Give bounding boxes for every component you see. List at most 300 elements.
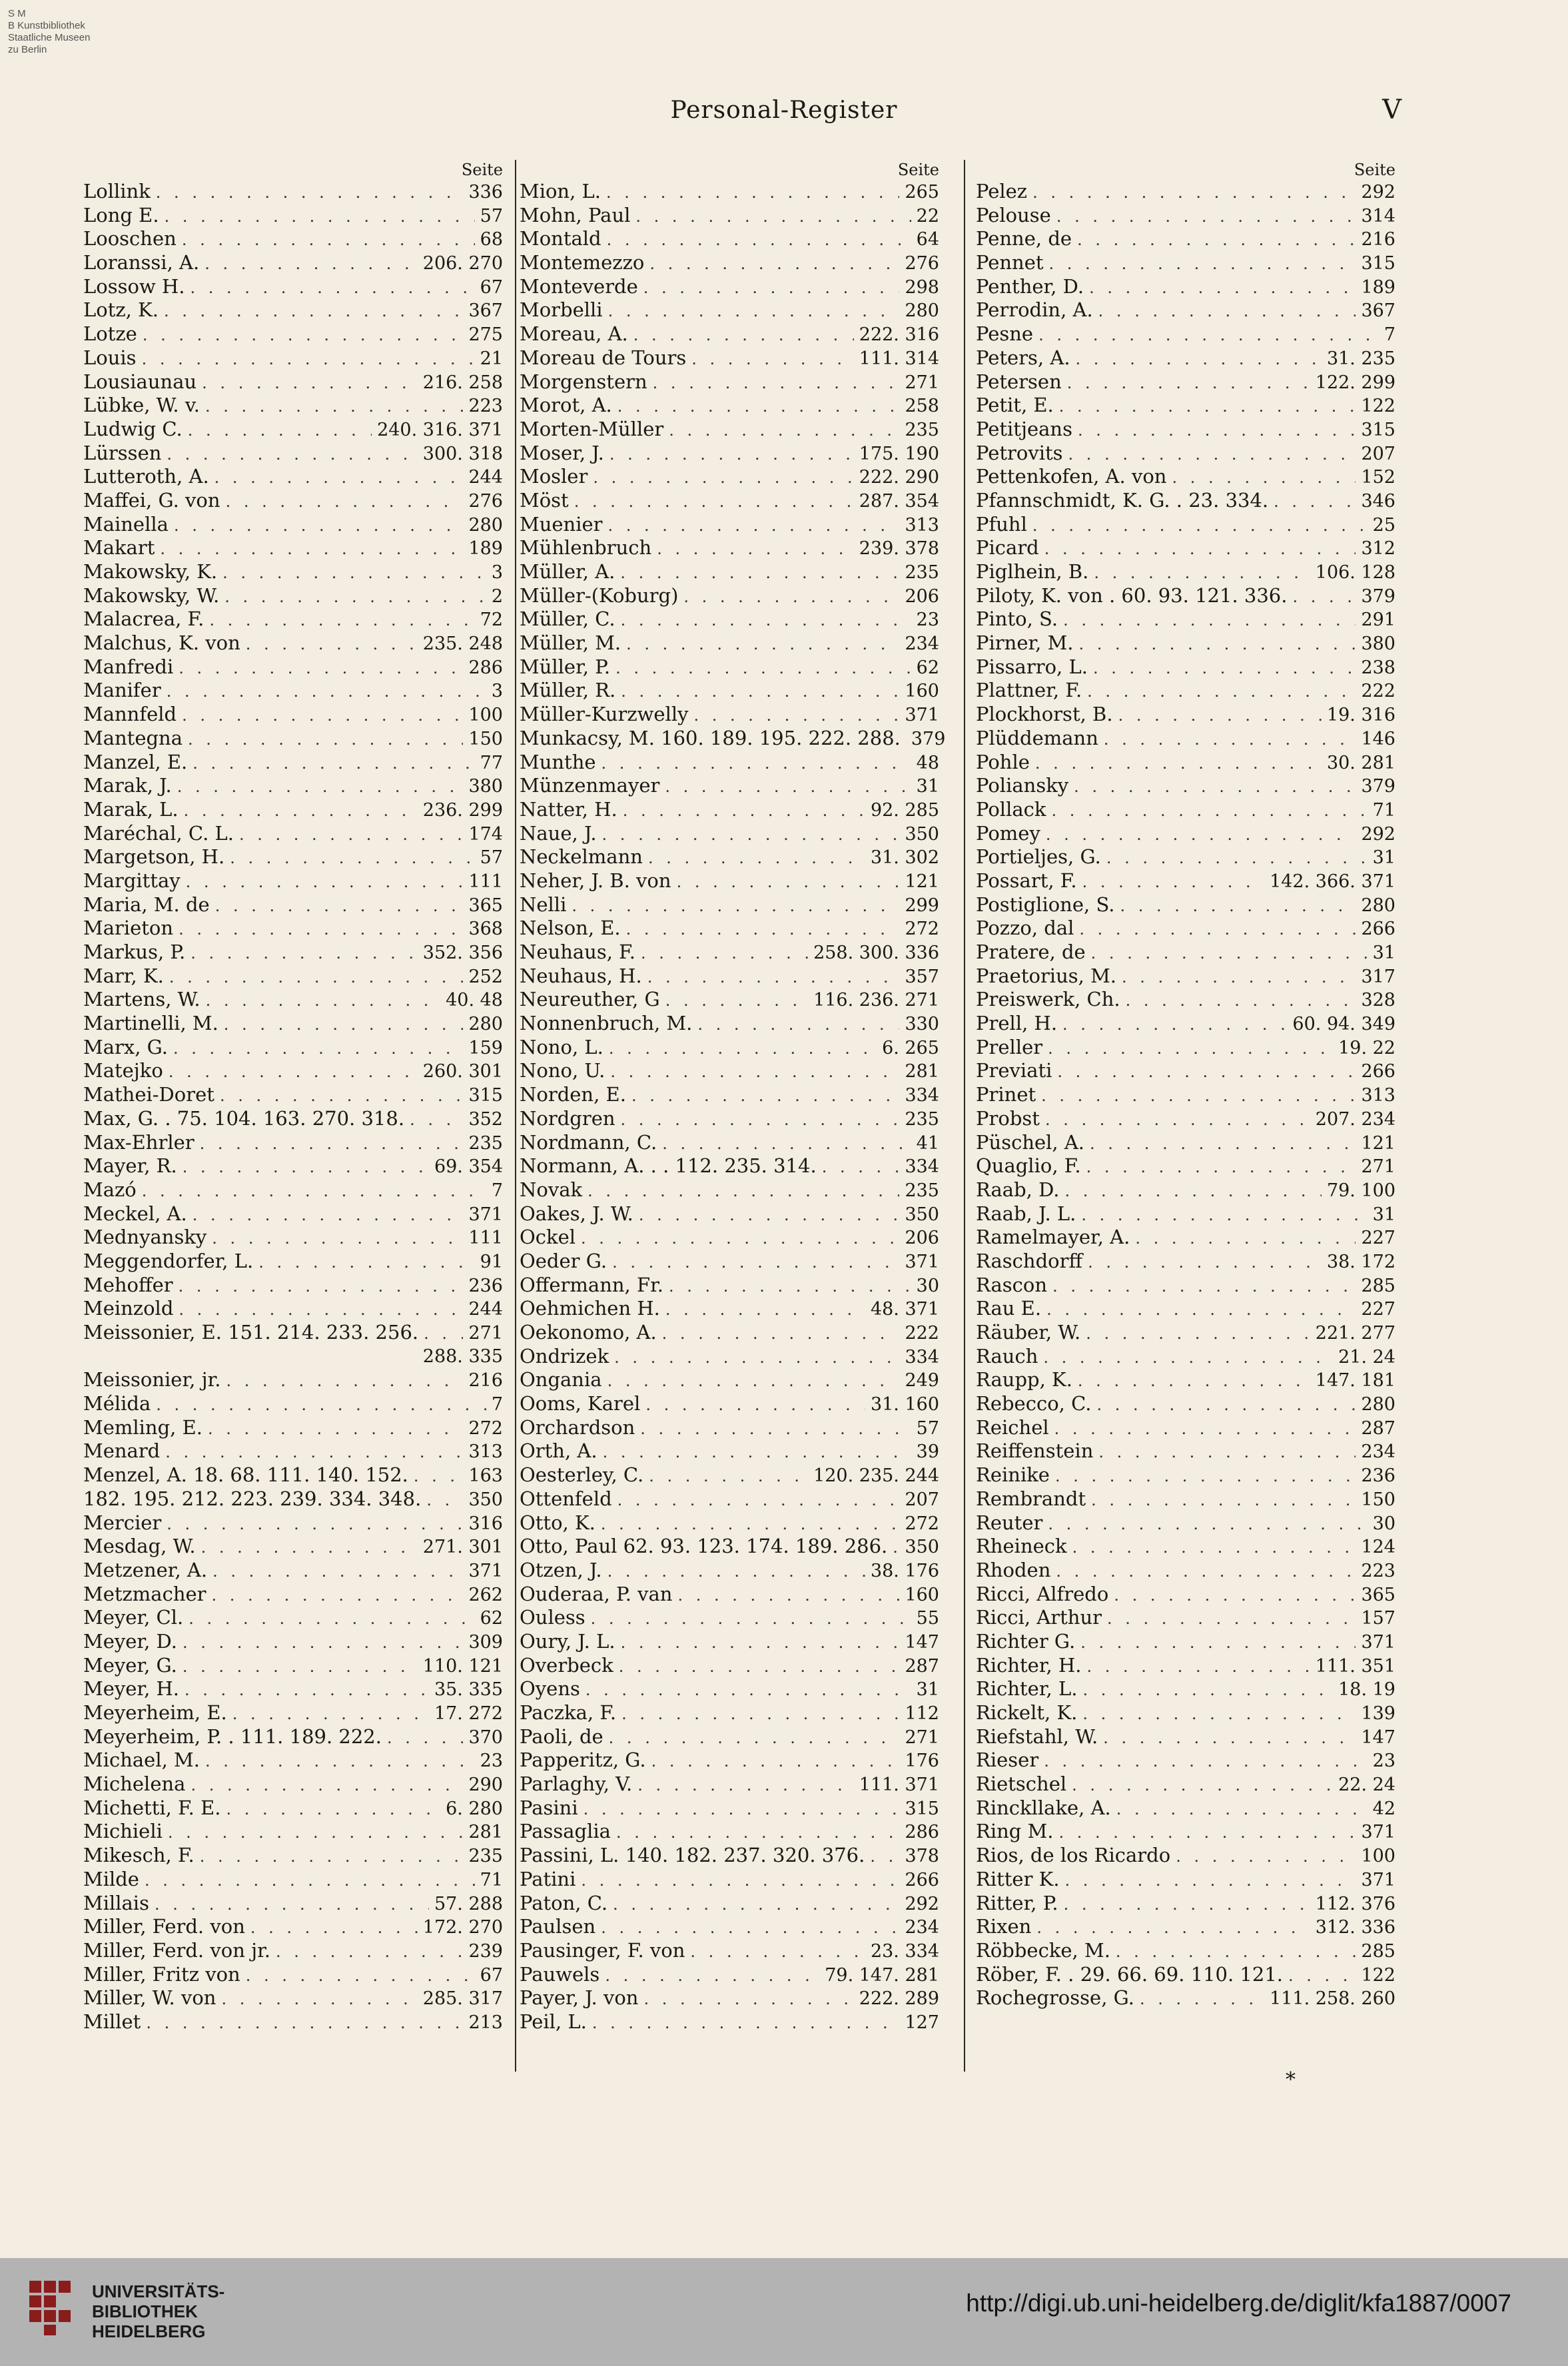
register-entry	[83, 204, 503, 228]
entry-pages: 223	[1361, 1560, 1395, 1581]
stamp-line: S M	[8, 8, 26, 19]
entry-name: Michieli	[83, 1820, 163, 1843]
entry-list	[83, 180, 503, 2034]
register-entry	[976, 1535, 1395, 1559]
entry-name: Loranssi, A.	[83, 251, 200, 274]
entry-name: Rheineck	[976, 1535, 1067, 1558]
entry-name: Ludwig C.	[83, 417, 183, 440]
entry-pages: 275	[468, 324, 503, 346]
dot-leader	[209, 609, 474, 633]
dot-leader	[1116, 1798, 1368, 1822]
entry-list	[976, 180, 1395, 2010]
entry-pages: 235	[468, 1132, 503, 1154]
dot-leader	[179, 918, 463, 942]
entry-name: Raab, J. L.	[976, 1202, 1076, 1225]
dot-leader	[608, 514, 900, 538]
register-entry	[83, 893, 503, 917]
entry-pages: 271	[905, 1727, 939, 1748]
entry-pages: 64	[916, 229, 939, 250]
entry-name: Maria, M. de	[83, 893, 210, 916]
entry-pages: 260. 301	[422, 1061, 503, 1082]
register-entry	[976, 655, 1395, 679]
entry-pages: 216	[468, 1370, 503, 1391]
entry-pages: 222. 290	[859, 467, 939, 488]
entry-name: Nono, L.	[520, 1035, 603, 1058]
entry-pages: 21	[480, 348, 503, 369]
entry-pages: 175. 190	[859, 443, 939, 464]
entry-pages: 371	[905, 1251, 939, 1272]
dot-leader	[1067, 372, 1310, 396]
register-entry	[83, 513, 503, 537]
register-entry	[83, 536, 503, 560]
entry-pages: 23	[916, 609, 939, 631]
page-title: Personal-Register	[670, 97, 898, 124]
dot-leader	[1087, 680, 1356, 704]
register-entry	[83, 1487, 503, 1511]
entry-pages: 48	[916, 752, 939, 773]
dot-leader	[612, 1251, 899, 1275]
entry-pages: 111. 351	[1315, 1655, 1395, 1677]
register-entry	[520, 1844, 939, 1868]
entry-name: Nelli	[520, 893, 567, 916]
register-entry	[520, 1583, 939, 1607]
entry-pages: 312. 336	[1315, 1917, 1395, 1938]
dot-leader	[222, 1988, 418, 2012]
dot-leader	[222, 562, 486, 586]
register-entry	[520, 917, 939, 941]
dot-leader	[174, 514, 464, 538]
register-entry	[83, 1511, 503, 1535]
dot-leader	[1056, 205, 1356, 229]
entry-name: Peters, A.	[976, 346, 1070, 369]
dot-leader	[665, 989, 808, 1013]
dot-leader	[1078, 1370, 1310, 1393]
dot-leader	[669, 1275, 911, 1299]
entry-name: Previati	[976, 1059, 1052, 1082]
register-entry	[83, 370, 503, 394]
entry-pages: 334	[905, 1346, 939, 1368]
dot-leader	[1106, 847, 1368, 871]
dot-leader	[167, 680, 486, 704]
footnote-asterisk: *	[1286, 2068, 1296, 2092]
entry-name: Riefstahl, W.	[976, 1725, 1098, 1748]
register-entry	[520, 2010, 939, 2034]
entry-pages: 121	[905, 871, 939, 892]
register-entry	[976, 442, 1395, 466]
entry-pages: 313	[468, 1441, 503, 1463]
dot-leader	[626, 633, 899, 657]
dot-leader	[1058, 1821, 1356, 1845]
entry-name: Meinzold	[83, 1297, 174, 1320]
dot-leader	[258, 1251, 474, 1275]
dot-leader	[276, 1940, 463, 1964]
dot-leader	[246, 1964, 475, 1988]
register-entry	[976, 1107, 1395, 1131]
entry-name: Neuhaus, F.	[520, 941, 635, 963]
dot-leader	[621, 1703, 899, 1727]
entry-pages: 67	[480, 276, 503, 298]
entry-name: Quaglio, F.	[976, 1154, 1081, 1178]
register-entry	[976, 1654, 1395, 1678]
entry-pages: 371	[468, 1560, 503, 1581]
register-entry	[520, 1416, 939, 1440]
entry-name: Pissarro, L.	[976, 655, 1088, 678]
entry-pages: 30. 281	[1326, 752, 1395, 773]
entry-name: Oehmichen H.	[520, 1297, 660, 1320]
entry-name: Louis	[83, 346, 137, 369]
entry-pages: 276	[905, 253, 939, 274]
register-entry	[520, 774, 939, 798]
entry-pages: 122	[1361, 1964, 1395, 1986]
entry-pages: 17. 272	[434, 1703, 503, 1724]
entry-pages: 6. 265	[882, 1037, 939, 1058]
entry-pages: 39	[916, 1441, 939, 1463]
entry-name: Oesterley, C.	[520, 1463, 644, 1487]
entry-name: Paczka, F.	[520, 1701, 617, 1724]
dot-leader	[165, 1441, 463, 1465]
entry-pages: 41	[916, 1132, 939, 1154]
entry-name: Petrovits	[976, 441, 1063, 464]
entry-pages: 216. 258	[422, 372, 503, 393]
entry-pages: 379	[1361, 586, 1395, 607]
register-entry	[976, 1487, 1395, 1511]
dot-leader	[620, 562, 899, 586]
dot-leader	[426, 1489, 463, 1513]
entry-name: Rau E.	[976, 1297, 1042, 1320]
entry-pages: 142. 366. 371	[1270, 871, 1395, 892]
entry-pages: 68	[480, 229, 503, 250]
dot-leader	[224, 586, 486, 609]
register-entry	[976, 1511, 1395, 1535]
dot-leader	[581, 1227, 899, 1251]
dot-leader	[212, 1584, 464, 1608]
dot-leader	[156, 1393, 486, 1417]
dot-leader	[621, 609, 911, 633]
entry-name: Moreau de Tours	[520, 346, 687, 369]
entry-name: Ottenfeld	[520, 1487, 612, 1510]
entry-name: Ouless	[520, 1606, 586, 1629]
entry-pages: 328	[1361, 990, 1395, 1011]
entry-name: Mantegna	[83, 726, 183, 749]
register-entry	[520, 1107, 939, 1131]
dot-leader	[1091, 942, 1368, 966]
register-entry	[83, 655, 503, 679]
entry-pages: 367	[1361, 300, 1395, 322]
register-entry	[83, 1654, 503, 1678]
entry-name: Monteverde	[520, 274, 638, 298]
entry-pages: 271. 301	[422, 1537, 503, 1558]
dot-leader	[645, 1393, 865, 1417]
entry-name: Lollink	[83, 180, 151, 202]
entry-pages: 139	[1361, 1703, 1395, 1724]
register-entry	[520, 394, 939, 418]
entry-pages: 379	[1361, 776, 1395, 797]
register-entry	[520, 1986, 939, 2010]
register-entry	[83, 1677, 503, 1701]
entry-name: Reichel	[976, 1415, 1049, 1439]
entry-name: Picard	[976, 536, 1039, 560]
entry-pages: 174	[468, 823, 503, 845]
entry-name: Plüddemann	[976, 726, 1098, 749]
entry-pages: 272	[905, 1513, 939, 1534]
entry-pages: 124	[1361, 1537, 1395, 1558]
entry-name: Max-Ehrler	[83, 1130, 195, 1154]
entry-name: Mion, L.	[520, 180, 601, 202]
dot-leader	[1082, 1679, 1333, 1703]
entry-name: Richter, H.	[976, 1653, 1082, 1677]
register-entry	[976, 489, 1395, 513]
entry-name: Marak, J.	[83, 774, 172, 797]
entry-pages: 172. 270	[422, 1917, 503, 1938]
entry-name: Ouderaa, P. van	[520, 1582, 673, 1605]
dot-leader	[1065, 1180, 1322, 1204]
entry-pages: 350	[905, 823, 939, 845]
entry-pages: 22. 24	[1338, 1775, 1395, 1796]
register-entry	[83, 442, 503, 466]
dot-leader	[182, 704, 463, 728]
entry-name: Piglhein, B.	[976, 560, 1089, 583]
register-entry	[83, 941, 503, 965]
entry-name: Probst	[976, 1106, 1040, 1130]
register-entry	[83, 1368, 503, 1392]
entry-pages: 315	[1361, 253, 1395, 274]
register-entry	[976, 1630, 1395, 1654]
entry-name: Pfannschmidt, K. G. . 23. 334.	[976, 488, 1269, 512]
entry-pages: 334	[905, 1085, 939, 1106]
dot-leader	[145, 1869, 475, 1893]
register-entry	[83, 180, 503, 204]
dot-leader	[626, 918, 900, 942]
entry-name: Müller, P.	[520, 655, 611, 678]
entry-pages: 371	[1361, 1631, 1395, 1653]
register-entry	[976, 1773, 1395, 1796]
entry-pages: 30	[1372, 1513, 1395, 1534]
entry-name: Praetorius, M.	[976, 964, 1116, 987]
entry-pages: 236. 299	[422, 799, 503, 821]
register-entry	[83, 965, 503, 988]
register-entry	[520, 655, 939, 679]
entry-pages: 249	[905, 1370, 939, 1391]
source-url[interactable]: http://digi.ub.uni-heidelberg.de/diglit/kfa1887/0007	[966, 2289, 1511, 2317]
entry-pages: 150	[468, 728, 503, 749]
entry-name: Möst	[520, 488, 569, 512]
dot-leader	[1292, 586, 1356, 609]
register-entry	[520, 1559, 939, 1583]
entry-name: Morten-Müller	[520, 417, 664, 440]
entry-name: Nono, U.	[520, 1059, 605, 1082]
entry-name: Penne, de	[976, 227, 1072, 250]
entry-name: Münzenmayer	[520, 774, 660, 797]
register-entry	[976, 869, 1395, 893]
entry-name: Petitjeans	[976, 417, 1072, 440]
entry-name: Michetti, F. E.	[83, 1796, 221, 1819]
entry-name: Miller, Ferd. von	[83, 1915, 245, 1938]
dot-leader	[1032, 514, 1368, 538]
register-entry	[976, 1820, 1395, 1844]
entry-pages: 92. 285	[870, 799, 939, 821]
dot-leader	[1103, 1727, 1356, 1751]
dot-leader	[186, 871, 464, 895]
entry-pages: 281	[468, 1822, 503, 1843]
dot-leader	[1172, 466, 1356, 490]
entry-name: Otto, Paul 62. 93. 123. 174. 189. 286.	[520, 1535, 888, 1558]
stamp-line: B Kunstbibliothek	[8, 20, 85, 31]
entry-pages: 285. 317	[422, 1988, 503, 2010]
register-entry	[520, 536, 939, 560]
entry-pages: 244	[468, 467, 503, 488]
entry-pages: 159	[468, 1037, 503, 1058]
register-entry	[83, 227, 503, 251]
entry-name: Nordmann, C.	[520, 1130, 657, 1154]
dot-leader	[1062, 1013, 1287, 1037]
entry-name: Ramelmayer, A.	[976, 1226, 1130, 1249]
register-entry	[976, 1012, 1395, 1036]
entry-pages: 371	[468, 1204, 503, 1225]
entry-pages: 236	[1361, 1465, 1395, 1487]
entry-name: Rios, de los Ricardo	[976, 1844, 1171, 1867]
entry-name: Pasini	[520, 1796, 578, 1819]
entry-name: Rauch	[976, 1344, 1038, 1368]
entry-name: Orchardson	[520, 1415, 635, 1439]
dot-leader	[1140, 1988, 1264, 2012]
entry-pages: 79. 147. 281	[825, 1964, 939, 1986]
dot-leader	[633, 324, 854, 348]
entry-name: Pozzo, dal	[976, 917, 1074, 940]
entry-pages: 62	[480, 1608, 503, 1629]
entry-pages: 213	[468, 2012, 503, 2033]
entry-name: Reiffenstein	[976, 1439, 1094, 1463]
entry-name: Montemezzo	[520, 251, 645, 274]
entry-name: Ockel	[520, 1226, 576, 1249]
dot-leader	[239, 823, 463, 847]
register-entry	[83, 1701, 503, 1725]
entry-name: Lürssen	[83, 441, 162, 464]
entry-name: Pfuhl	[976, 512, 1027, 536]
register-entry	[976, 536, 1395, 560]
entry-pages: 222	[905, 1323, 939, 1344]
entry-name: Piloty, K. von . 60. 93. 121. 336.	[976, 584, 1288, 607]
entry-name: Manzel, E.	[83, 750, 188, 773]
register-entry	[83, 1463, 503, 1487]
dot-leader	[1078, 419, 1356, 443]
dot-leader	[1063, 609, 1356, 633]
entry-pages: 111. 371	[859, 1775, 939, 1796]
entry-pages: 55	[916, 1608, 939, 1629]
entry-name: Preller	[976, 1035, 1043, 1058]
entry-name: Ongania	[520, 1368, 602, 1391]
dot-leader	[1098, 300, 1356, 324]
entry-pages: 7	[491, 1180, 503, 1201]
dot-leader	[177, 775, 464, 799]
register-entry	[520, 941, 939, 965]
dot-leader	[179, 1275, 464, 1299]
entry-name: Plockhorst, B.	[976, 703, 1113, 726]
register-entry	[976, 227, 1395, 251]
entry-pages: 79. 100	[1326, 1180, 1395, 1201]
entry-name: Patini	[520, 1867, 576, 1890]
entry-name: Reinike	[976, 1463, 1050, 1487]
register-entry	[520, 1439, 939, 1463]
entry-pages: 23	[480, 1751, 503, 1772]
dot-leader	[1065, 1869, 1356, 1893]
register-entry	[976, 180, 1395, 204]
entry-name: Menzel, A. 18. 68. 111. 140. 152.	[83, 1463, 408, 1487]
register-entry	[83, 489, 503, 513]
register-entry	[520, 180, 939, 204]
dot-leader	[665, 1298, 865, 1322]
dot-leader	[588, 1180, 899, 1204]
entry-name: Lutteroth, A.	[83, 465, 209, 488]
entry-pages: 189	[1361, 276, 1395, 298]
dot-leader	[651, 1750, 900, 1774]
register-entry	[520, 845, 939, 869]
register-entry	[83, 774, 503, 798]
register-entry	[520, 703, 939, 727]
register-entry	[83, 1083, 503, 1107]
entry-name: Petit, E.	[976, 394, 1054, 417]
register-entry	[976, 1868, 1395, 1892]
entry-pages: 314	[1361, 205, 1395, 226]
register-entry	[976, 751, 1395, 775]
entry-pages: 371	[1361, 1869, 1395, 1890]
register-entry	[83, 394, 503, 418]
dot-leader	[657, 538, 854, 562]
dot-leader	[226, 1370, 463, 1393]
register-entry	[83, 275, 503, 299]
dot-leader	[250, 1916, 418, 1940]
entry-pages: 315	[1361, 419, 1395, 440]
entry-name: Meyer, H.	[83, 1677, 180, 1701]
register-entry	[520, 298, 939, 322]
register-entry	[520, 442, 939, 466]
dot-leader	[204, 252, 418, 276]
entry-name: Pirner, M.	[976, 631, 1074, 655]
dot-leader	[1082, 871, 1264, 895]
entry-name: Pausinger, F. von	[520, 1938, 685, 1962]
entry-pages: 287. 354	[859, 490, 939, 512]
dot-leader	[230, 847, 474, 871]
dot-leader	[648, 847, 865, 871]
register-entry	[976, 1915, 1395, 1939]
dot-leader	[640, 1417, 911, 1441]
dot-leader	[613, 1893, 899, 1917]
entry-name: Meissonier, E. 151. 214. 233. 256.	[83, 1321, 419, 1344]
entry-name: Röber, F. . 29. 66. 69. 110. 121.	[976, 1962, 1283, 1986]
register-entry	[520, 1368, 939, 1392]
entry-pages: 222	[1361, 681, 1395, 702]
entry-pages: 223	[468, 396, 503, 417]
register-entry	[976, 798, 1395, 822]
entry-pages: 48. 371	[870, 1299, 939, 1320]
dot-leader	[193, 752, 474, 776]
page-number: V	[1382, 95, 1401, 125]
register-entry	[520, 1083, 939, 1107]
dot-leader	[1044, 538, 1356, 562]
entry-name: Long E.	[83, 203, 159, 226]
entry-pages: 31	[1372, 943, 1395, 963]
dot-leader	[1041, 1084, 1356, 1108]
entry-pages: 18. 19	[1338, 1679, 1395, 1701]
dot-leader	[160, 538, 463, 562]
entry-pages: 100	[468, 705, 503, 726]
entry-name: Malacrea, F.	[83, 607, 204, 631]
entry-name: Plattner, F.	[976, 679, 1082, 702]
entry-name: Pauwels	[520, 1962, 600, 1986]
register-entry	[520, 1773, 939, 1796]
register-entry	[976, 1583, 1395, 1607]
entry-name: Rochegrosse, G.	[976, 1986, 1134, 2010]
register-entry	[83, 1535, 503, 1559]
